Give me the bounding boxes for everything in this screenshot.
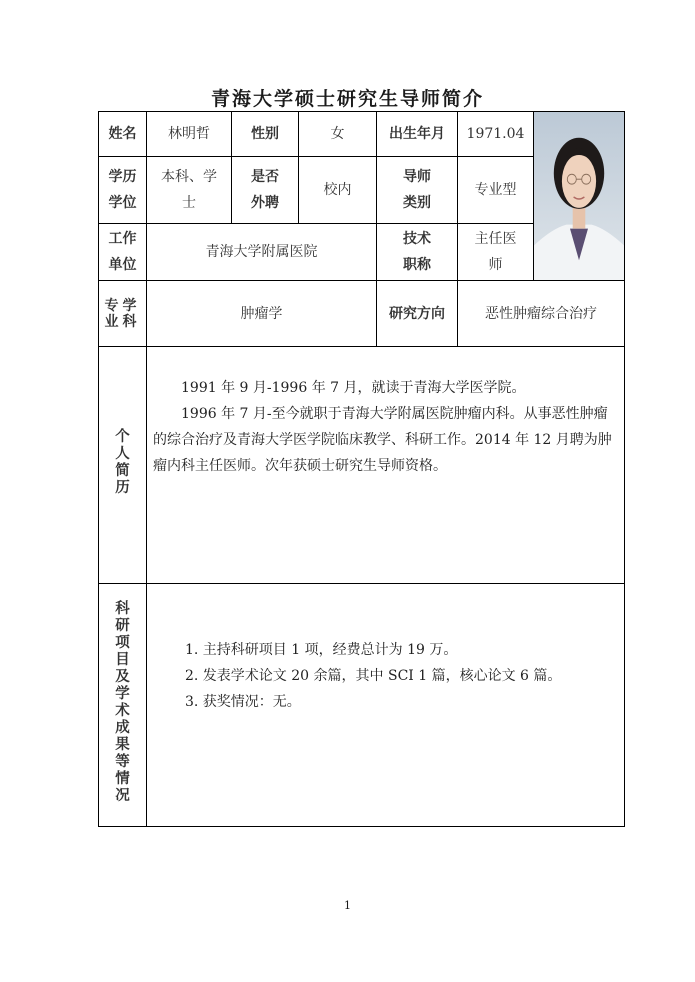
portrait-image	[534, 112, 624, 280]
education-value-line2: 士	[182, 195, 196, 211]
bio-label: 个人简历	[115, 429, 130, 496]
tech-title-label-line2: 职称	[403, 257, 431, 273]
page-title: 青海大学硕士研究生导师简介	[210, 88, 484, 110]
name-value: 林明哲	[147, 112, 232, 157]
page-number: 1	[344, 899, 351, 912]
supervisor-type-value: 专业型	[458, 157, 534, 224]
research-label: 科研项目及学术成果等情况	[115, 601, 130, 804]
birth-label: 出生年月	[377, 112, 458, 157]
education-value-line1: 本科、学	[161, 169, 217, 185]
tech-title-label-line1: 技术	[403, 231, 431, 247]
name-label: 姓名	[99, 112, 147, 157]
major-label-line1: 专学	[104, 297, 141, 314]
major-value: 肿瘤学	[147, 281, 377, 347]
bio-paragraph: 1991 年 9 月-1996 年 7 月，就读于青海大学医学院。	[181, 380, 526, 396]
external-hire-value: 校内	[299, 157, 377, 224]
tech-title-line1: 主任医	[474, 231, 517, 247]
gender-value: 女	[299, 112, 377, 157]
supervisor-type-label-line1: 导师	[403, 169, 431, 185]
education-label-line1: 学历	[108, 169, 137, 185]
work-label-line1: 工作	[108, 231, 137, 247]
research-direction-value: 恶性肿瘤综合治疗	[458, 281, 625, 347]
gender-label: 性别	[232, 112, 299, 157]
research-label-cell	[99, 584, 147, 827]
education-label	[99, 157, 147, 224]
research-item: 2. 发表学术论文 20 余篇，其中 SCI 1 篇，核心论文 6 篇。	[185, 668, 562, 684]
work-unit-value: 青海大学附属医院	[147, 224, 377, 281]
external-label-line2: 外聘	[251, 195, 279, 211]
education-label-line2: 学位	[108, 195, 137, 211]
research-item: 3. 获奖情况：无。	[185, 694, 301, 710]
research-item: 1. 主持科研项目 1 项，经费总计为 19 万。	[185, 642, 458, 658]
major-label-line2: 业科	[104, 313, 141, 330]
major-label	[99, 281, 147, 347]
bio-label-cell	[99, 347, 147, 584]
work-label-line2: 单位	[108, 257, 137, 273]
research-content	[147, 584, 625, 827]
education-value	[147, 157, 232, 224]
profile-photo	[534, 112, 625, 281]
birth-value: 1971.04	[458, 112, 534, 157]
research-direction-label: 研究方向	[377, 281, 458, 347]
external-hire-label	[232, 157, 299, 224]
tech-title-label	[377, 224, 458, 281]
tech-title-line2: 师	[488, 257, 503, 273]
tech-title-value	[458, 224, 534, 281]
supervisor-type-label	[377, 157, 458, 224]
bio-content	[147, 347, 625, 584]
external-label-line1: 是否	[251, 169, 279, 185]
supervisor-info-table	[98, 111, 625, 827]
work-unit-label	[99, 224, 147, 281]
bio-paragraph: 1996 年 7 月-至今就职于青海大学附属医院肿瘤内科。从事恶性肿瘤的综合治疗及青海大学医学院临床教学、科研工作。2014 年 12 月聘为肿瘤内科主任医师。次年获硕士研究生导师资格。	[153, 406, 612, 474]
supervisor-type-label-line2: 类别	[403, 195, 431, 211]
